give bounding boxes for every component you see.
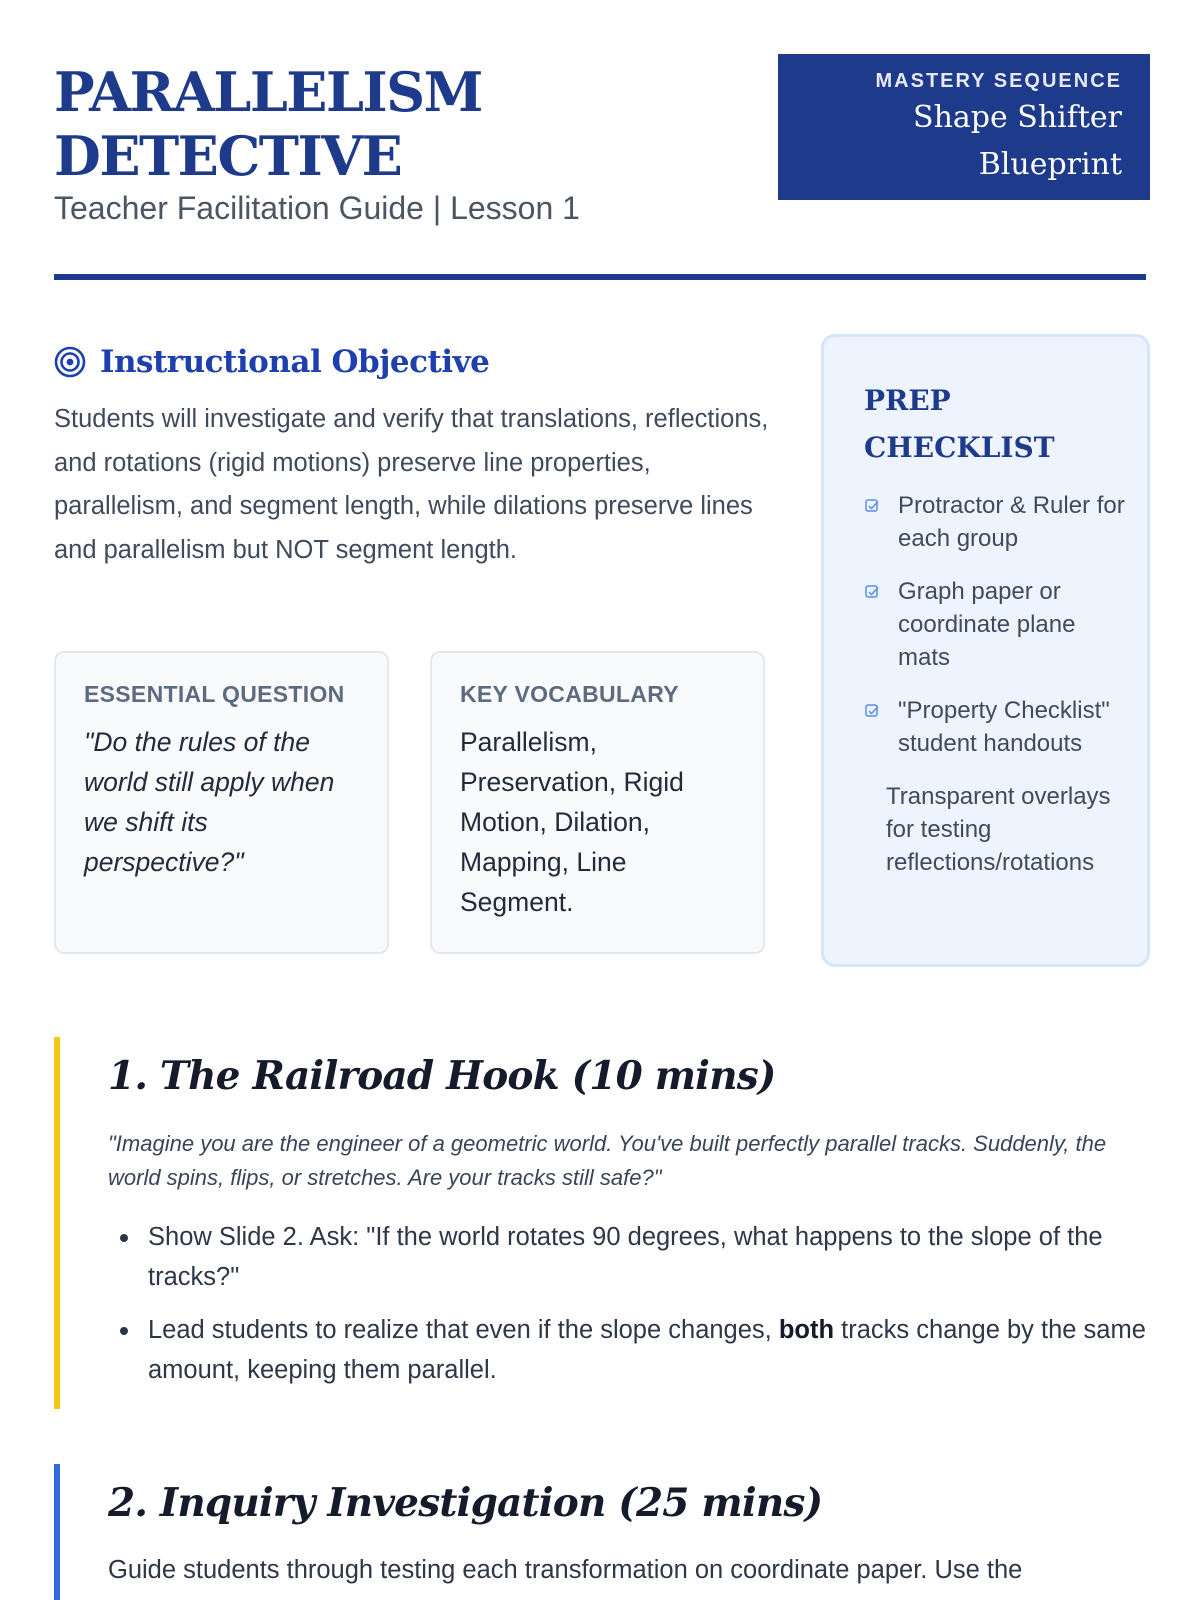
page-title [54, 60, 674, 188]
checklist-item-label: Transparent overlays for testing reflections/rotations [886, 783, 1111, 876]
objective-heading [54, 340, 489, 384]
checkbox-icon [864, 498, 880, 514]
badge-title-line-1: Shape Shifter [913, 100, 1122, 135]
section-bullet-list [108, 1217, 1150, 1390]
title-line-2: DETECTIVE [54, 124, 402, 188]
railroad-hook-section [54, 1037, 1150, 1409]
list-item [108, 1217, 1150, 1297]
key-vocabulary-card [430, 651, 765, 954]
essential-question-label: ESSENTIAL QUESTION [84, 681, 345, 707]
prep-checklist-title: PREP CHECKLIST [864, 384, 1055, 464]
page-subtitle: Teacher Facilitation Guide | Lesson 1 [54, 190, 580, 226]
document-header [54, 60, 1146, 280]
checkbox-icon [864, 703, 880, 719]
list-item-text-end: tracks change by the same amount, keeping them parallel. [148, 1316, 1146, 1384]
checklist-item-label: "Property Checklist" student handouts [898, 697, 1110, 757]
inquiry-investigation-section [54, 1464, 1150, 1600]
essential-question-text: "Do the rules of the world still apply when we shift its perspective?" [84, 727, 335, 877]
key-vocabulary-label: KEY VOCABULARY [460, 681, 679, 707]
list-item-emphasis: both [778, 1316, 835, 1344]
checklist-item [864, 575, 1127, 674]
checklist-item-label: Protractor & Ruler for each group [898, 492, 1125, 552]
target-icon [54, 346, 86, 378]
checklist-item [864, 780, 1127, 879]
list-item-text-start: Lead students to realize that even if the slope changes, [148, 1316, 779, 1344]
section-title: 2. Inquiry Investigation (25 mins) [108, 1480, 823, 1526]
checklist-item [864, 489, 1127, 555]
essential-question-card [54, 651, 389, 954]
title-line-1: PARALLELISM [54, 60, 482, 124]
badge-title-line-2: Blueprint [978, 147, 1122, 182]
objective-body: Students will investigate and verify that translations, reflections, and rotations (rigid motions) preserve line properties, parallelism, and segment length, while dilations preserve lines and parallelism but NOT segment length. [54, 405, 769, 564]
objective-title: Instructional Objective [100, 344, 490, 380]
section-body: Guide students through testing each transformation on coordinate paper. Use the [108, 1556, 1023, 1584]
sequence-badge [778, 54, 1150, 200]
badge-kicker: MASTERY SEQUENCE [875, 70, 1122, 92]
list-item-text: Show Slide 2. Ask: "If the world rotates 90 degrees, what happens to the slope of the tracks?" [148, 1223, 1103, 1291]
header-divider [54, 274, 1146, 280]
prep-checklist [821, 334, 1150, 967]
checklist-item [864, 694, 1127, 760]
section-title: 1. The Railroad Hook (10 mins) [108, 1053, 776, 1099]
checklist-item-label: Graph paper or coordinate plane mats [898, 578, 1076, 671]
key-vocabulary-text: Parallelism, Preservation, Rigid Motion, Dilation, Mapping, Line Segment. [460, 727, 684, 917]
list-item [108, 1310, 1150, 1390]
checkbox-icon [864, 584, 880, 600]
section-quote: "Imagine you are the engineer of a geometric world. You've built perfectly parallel tracks. Suddenly, the world spins, flips, or stretches. Are your tracks still safe?" [108, 1131, 1107, 1190]
